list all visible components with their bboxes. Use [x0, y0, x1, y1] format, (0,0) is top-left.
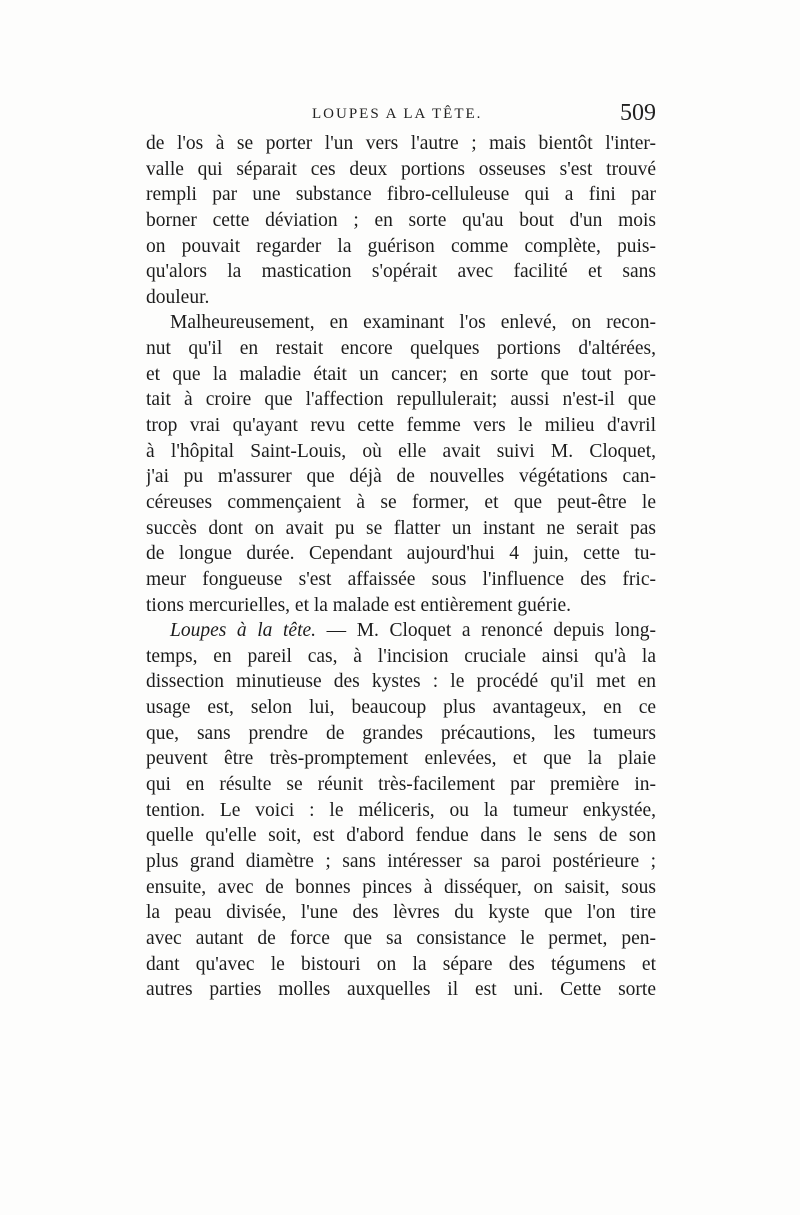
text-line: douleur.: [146, 286, 210, 308]
text-line: avec autant de force que sa consistance le permet, pen-: [146, 927, 656, 949]
text-line: rempli par une substance fibro-celluleuse qui a fini par: [146, 184, 656, 206]
text-line: on pouvait regarder la guérison comme complète, puis-: [146, 235, 656, 257]
text-line: quelle qu'elle soit, est d'abord fendue dans le sens de son: [146, 825, 656, 847]
text-line: succès dont on avait pu se flatter un instant ne serait pas: [146, 517, 656, 539]
text-line: à l'hôpital Saint-Louis, où elle avait suivi M. Cloquet,: [146, 440, 656, 462]
text-line: tait à croire que l'affection repullulerait; aussi n'est-il que: [146, 389, 656, 411]
text-line: dissection minutieuse des kystes : le procédé qu'il met en: [146, 671, 656, 693]
section-heading-line: [146, 618, 656, 644]
text-line: autres parties molles auxquelles il est uni. Cette sorte: [146, 979, 656, 1001]
running-title: LOUPES A LA TÊTE.: [312, 106, 483, 122]
text-line: et que la maladie était un cancer; en sorte que tout por-: [146, 363, 656, 385]
text-line: plus grand diamètre ; sans intéresser sa paroi postérieure ;: [146, 850, 656, 872]
text-line: ensuite, avec de bonnes pinces à disséquer, on saisit, sous: [146, 876, 656, 898]
text-line: la peau divisée, l'une des lèvres du kyste que l'on tire: [146, 902, 656, 924]
section-heading-continuation: — M. Cloquet a renoncé depuis long-: [326, 620, 656, 642]
text-line: trop vrai qu'ayant revu cette femme vers le milieu d'avril: [146, 415, 656, 437]
running-header: [146, 100, 656, 130]
text-line: céreuses commençaient à se former, et que peut-être le: [146, 491, 656, 513]
text-line: borner cette déviation ; en sorte qu'au bout d'un mois: [146, 209, 656, 231]
text-line: Malheureusement, en examinant l'os enlevé, on recon-: [170, 312, 656, 334]
text-line: tention. Le voici : le méliceris, ou la tumeur enkystée,: [146, 799, 656, 821]
page-number: 509: [620, 100, 656, 126]
text-line: dant qu'avec le bistouri on la sépare des tégumens et: [146, 953, 656, 975]
text-line: de l'os à se porter l'un vers l'autre ; mais bientôt l'inter-: [146, 133, 656, 154]
text-line: j'ai pu m'assurer que déjà de nouvelles végétations can-: [146, 466, 656, 488]
text-line: tions mercurielles, et la malade est entièrement guérie.: [146, 594, 572, 616]
text-line: peuvent être très-promptement enlevées, et que la plaie: [146, 748, 656, 770]
text-line: qui en résulte se réunit très-facilement par première in-: [146, 774, 656, 796]
text-line: usage est, selon lui, beaucoup plus avantageux, en ce: [146, 697, 656, 719]
body-text: [146, 131, 656, 1003]
section-heading: Loupes à la tête.: [170, 620, 317, 642]
text-line: que, sans prendre de grandes précautions, les tumeurs: [146, 722, 656, 744]
text-line: de longue durée. Cependant aujourd'hui 4 juin, cette tu-: [146, 543, 656, 565]
text-line: temps, en pareil cas, à l'incision cruciale ainsi qu'à la: [146, 645, 656, 667]
text-line: meur fongueuse s'est affaissée sous l'influence des fric-: [146, 568, 656, 590]
text-line: qu'alors la mastication s'opérait avec facilité et sans: [146, 261, 656, 283]
text-line: nut qu'il en restait encore quelques portions d'altérées,: [146, 338, 656, 360]
text-line: valle qui séparait ces deux portions osseuses s'est trouvé: [146, 158, 656, 180]
